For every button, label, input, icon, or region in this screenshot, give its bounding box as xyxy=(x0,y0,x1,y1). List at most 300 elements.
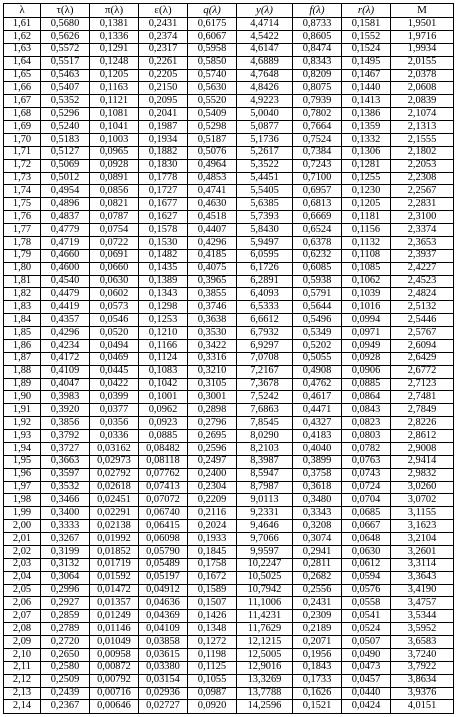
cell-y: 9,0113 xyxy=(237,494,293,507)
cell-epsilon: 0,1727 xyxy=(139,185,188,198)
cell-r: 0,1386 xyxy=(342,108,391,121)
cell-q: 0,3001 xyxy=(188,391,237,404)
cell-epsilon: 0,07762 xyxy=(139,468,188,481)
cell-pi: 0,03162 xyxy=(90,442,139,455)
cell-y: 6,7932 xyxy=(237,327,293,340)
cell-lambda: 1,97 xyxy=(4,481,41,494)
cell-f: 0,5496 xyxy=(293,314,342,327)
cell-epsilon: 0,1530 xyxy=(139,236,188,249)
cell-f: 0,4908 xyxy=(293,365,342,378)
cell-lambda: 1,61 xyxy=(4,18,41,31)
cell-lambda: 2,12 xyxy=(4,674,41,687)
cell-pi: 0,0520 xyxy=(90,327,139,340)
cell-lambda: 1,81 xyxy=(4,275,41,288)
cell-lambda: 1,77 xyxy=(4,224,41,237)
cell-r: 0,1230 xyxy=(342,185,391,198)
cell-q: 0,1845 xyxy=(188,545,237,558)
table-row xyxy=(4,404,454,417)
table-row xyxy=(4,146,454,159)
cell-m: 2,9414 xyxy=(391,455,454,468)
cell-f: 0,4327 xyxy=(293,417,342,430)
cell-y: 9,2331 xyxy=(237,507,293,520)
cell-f: 0,5202 xyxy=(293,339,342,352)
cell-r: 0,1552 xyxy=(342,30,391,43)
cell-y: 9,9597 xyxy=(237,545,293,558)
cell-r: 0,0743 xyxy=(342,468,391,481)
cell-r: 0,0630 xyxy=(342,545,391,558)
cell-pi: 0,1121 xyxy=(90,95,139,108)
cell-epsilon: 0,1210 xyxy=(139,327,188,340)
cell-lambda: 1,80 xyxy=(4,262,41,275)
cell-epsilon: 0,05197 xyxy=(139,571,188,584)
cell-m: 2,0378 xyxy=(391,69,454,82)
cell-r: 0,0949 xyxy=(342,339,391,352)
cell-pi: 0,02291 xyxy=(90,507,139,520)
cell-y: 6,1726 xyxy=(237,262,293,275)
cell-lambda: 1,62 xyxy=(4,30,41,43)
cell-tau: 0,2650 xyxy=(41,648,90,661)
cell-tau: 0,3856 xyxy=(41,417,90,430)
cell-epsilon: 0,1578 xyxy=(139,224,188,237)
cell-tau: 0,5127 xyxy=(41,146,90,159)
cell-lambda: 1,76 xyxy=(4,211,41,224)
cell-pi: 0,0377 xyxy=(90,404,139,417)
cell-tau: 0,4600 xyxy=(41,262,90,275)
cell-y: 12,1215 xyxy=(237,636,293,649)
cell-q: 0,3638 xyxy=(188,314,237,327)
table-row xyxy=(4,236,454,249)
cell-y: 10,2247 xyxy=(237,558,293,571)
cell-lambda: 2,03 xyxy=(4,558,41,571)
cell-pi: 0,02451 xyxy=(90,494,139,507)
table-row xyxy=(4,288,454,301)
cell-f: 0,4183 xyxy=(293,430,342,443)
cell-epsilon: 0,1830 xyxy=(139,159,188,172)
cell-lambda: 1,71 xyxy=(4,146,41,159)
header-row xyxy=(4,4,454,18)
cell-f: 0,7524 xyxy=(293,133,342,146)
cell-y: 4,6889 xyxy=(237,56,293,69)
cell-epsilon: 0,06740 xyxy=(139,507,188,520)
cell-r: 0,0971 xyxy=(342,327,391,340)
cell-q: 0,4518 xyxy=(188,211,237,224)
cell-lambda: 1,83 xyxy=(4,301,41,314)
cell-lambda: 1,78 xyxy=(4,236,41,249)
cell-lambda: 1,73 xyxy=(4,172,41,185)
table-row xyxy=(4,687,454,700)
cell-r: 0,0704 xyxy=(342,494,391,507)
cell-f: 0,3480 xyxy=(293,494,342,507)
cell-tau: 0,3792 xyxy=(41,430,90,443)
cell-m: 2,5132 xyxy=(391,301,454,314)
cell-epsilon: 0,1253 xyxy=(139,314,188,327)
table-row xyxy=(4,674,454,687)
cell-q: 0,4741 xyxy=(188,185,237,198)
cell-pi: 0,00792 xyxy=(90,674,139,687)
cell-tau: 0,5240 xyxy=(41,121,90,134)
cell-f: 0,8343 xyxy=(293,56,342,69)
cell-q: 0,6067 xyxy=(188,30,237,43)
cell-r: 0,0507 xyxy=(342,636,391,649)
cell-q: 0,2304 xyxy=(188,481,237,494)
cell-f: 0,7939 xyxy=(293,95,342,108)
table-row xyxy=(4,172,454,185)
cell-q: 0,0920 xyxy=(188,700,237,714)
cell-y: 4,7648 xyxy=(237,69,293,82)
cell-f: 0,6957 xyxy=(293,185,342,198)
cell-pi: 0,0891 xyxy=(90,172,139,185)
table-row xyxy=(4,314,454,327)
cell-r: 0,1332 xyxy=(342,133,391,146)
cell-r: 0,0906 xyxy=(342,365,391,378)
cell-q: 0,3746 xyxy=(188,301,237,314)
cell-y: 7,2167 xyxy=(237,365,293,378)
cell-tau: 0,4419 xyxy=(41,301,90,314)
cell-epsilon: 0,1627 xyxy=(139,211,188,224)
cell-pi: 0,1381 xyxy=(90,18,139,31)
table-row xyxy=(4,417,454,430)
cell-tau: 0,3532 xyxy=(41,481,90,494)
cell-pi: 0,1081 xyxy=(90,108,139,121)
cell-q: 0,5076 xyxy=(188,146,237,159)
cell-m: 2,0155 xyxy=(391,56,454,69)
cell-r: 0,1039 xyxy=(342,288,391,301)
cell-y: 8,7987 xyxy=(237,481,293,494)
cell-y: 6,9297 xyxy=(237,339,293,352)
cell-q: 0,1933 xyxy=(188,533,237,546)
cell-m: 3,8634 xyxy=(391,674,454,687)
gas-dynamic-functions-table xyxy=(3,3,454,714)
cell-tau: 0,4357 xyxy=(41,314,90,327)
cell-pi: 0,00958 xyxy=(90,648,139,661)
cell-r: 0,0885 xyxy=(342,378,391,391)
cell-epsilon: 0,1435 xyxy=(139,262,188,275)
cell-lambda: 1,84 xyxy=(4,314,41,327)
cell-lambda: 2,00 xyxy=(4,520,41,533)
cell-tau: 0,3466 xyxy=(41,494,90,507)
cell-pi: 0,0494 xyxy=(90,339,139,352)
cell-pi: 0,0356 xyxy=(90,417,139,430)
cell-m: 3,9376 xyxy=(391,687,454,700)
cell-f: 0,2431 xyxy=(293,597,342,610)
cell-r: 0,1467 xyxy=(342,69,391,82)
cell-lambda: 2,05 xyxy=(4,584,41,597)
cell-q: 0,3422 xyxy=(188,339,237,352)
cell-tau: 0,5626 xyxy=(41,30,90,43)
cell-lambda: 2,08 xyxy=(4,623,41,636)
cell-y: 5,2617 xyxy=(237,146,293,159)
cell-f: 0,3208 xyxy=(293,520,342,533)
cell-lambda: 1,79 xyxy=(4,249,41,262)
cell-r: 0,0457 xyxy=(342,674,391,687)
cell-pi: 0,1041 xyxy=(90,121,139,134)
cell-tau: 0,5407 xyxy=(41,82,90,95)
cell-tau: 0,5012 xyxy=(41,172,90,185)
cell-r: 0,0843 xyxy=(342,404,391,417)
cell-lambda: 2,13 xyxy=(4,687,41,700)
cell-y: 7,8545 xyxy=(237,417,293,430)
cell-lambda: 1,95 xyxy=(4,455,41,468)
table-row xyxy=(4,430,454,443)
table-row xyxy=(4,610,454,623)
cell-pi: 0,1336 xyxy=(90,30,139,43)
cell-lambda: 1,86 xyxy=(4,339,41,352)
cell-y: 6,6612 xyxy=(237,314,293,327)
cell-m: 2,9832 xyxy=(391,468,454,481)
table-row xyxy=(4,95,454,108)
cell-m: 2,9008 xyxy=(391,442,454,455)
cell-pi: 0,00716 xyxy=(90,687,139,700)
cell-y: 8,3987 xyxy=(237,455,293,468)
cell-pi: 0,1163 xyxy=(90,82,139,95)
cell-r: 0,0594 xyxy=(342,571,391,584)
header-r: r(λ) xyxy=(342,4,391,18)
cell-lambda: 2,04 xyxy=(4,571,41,584)
cell-epsilon: 0,1083 xyxy=(139,365,188,378)
cell-y: 7,6863 xyxy=(237,404,293,417)
table-row xyxy=(4,442,454,455)
table-row xyxy=(4,391,454,404)
cell-lambda: 2,01 xyxy=(4,533,41,546)
cell-q: 0,4630 xyxy=(188,198,237,211)
cell-lambda: 1,64 xyxy=(4,56,41,69)
cell-tau: 0,3333 xyxy=(41,520,90,533)
cell-y: 12,5005 xyxy=(237,648,293,661)
cell-r: 0,1255 xyxy=(342,172,391,185)
cell-epsilon: 0,1934 xyxy=(139,133,188,146)
cell-q: 0,5187 xyxy=(188,133,237,146)
table-row xyxy=(4,558,454,571)
cell-f: 0,6378 xyxy=(293,236,342,249)
cell-lambda: 1,66 xyxy=(4,82,41,95)
cell-m: 2,2567 xyxy=(391,185,454,198)
cell-epsilon: 0,04636 xyxy=(139,597,188,610)
cell-f: 0,2071 xyxy=(293,636,342,649)
table-row xyxy=(4,43,454,56)
cell-r: 0,0473 xyxy=(342,661,391,674)
table-row xyxy=(4,211,454,224)
cell-q: 0,1672 xyxy=(188,571,237,584)
cell-pi: 0,0630 xyxy=(90,275,139,288)
header-tau: τ(λ) xyxy=(41,4,90,18)
cell-lambda: 1,99 xyxy=(4,507,41,520)
cell-tau: 0,3400 xyxy=(41,507,90,520)
cell-f: 0,3758 xyxy=(293,468,342,481)
cell-pi: 0,0856 xyxy=(90,185,139,198)
cell-y: 13,3269 xyxy=(237,674,293,687)
cell-tau: 0,5463 xyxy=(41,69,90,82)
cell-epsilon: 0,2261 xyxy=(139,56,188,69)
cell-f: 0,7664 xyxy=(293,121,342,134)
cell-r: 0,0823 xyxy=(342,417,391,430)
cell-tau: 0,4837 xyxy=(41,211,90,224)
table-row xyxy=(4,56,454,69)
cell-m: 2,8612 xyxy=(391,430,454,443)
cell-m: 2,0839 xyxy=(391,95,454,108)
cell-epsilon: 0,08482 xyxy=(139,442,188,455)
table-row xyxy=(4,327,454,340)
cell-r: 0,1440 xyxy=(342,82,391,95)
cell-f: 0,5349 xyxy=(293,327,342,340)
cell-f: 0,5791 xyxy=(293,288,342,301)
cell-tau: 0,5183 xyxy=(41,133,90,146)
cell-y: 9,7066 xyxy=(237,533,293,546)
table-row xyxy=(4,159,454,172)
cell-m: 2,2053 xyxy=(391,159,454,172)
cell-m: 3,1155 xyxy=(391,507,454,520)
cell-pi: 0,0787 xyxy=(90,211,139,224)
cell-tau: 0,5296 xyxy=(41,108,90,121)
cell-q: 0,4853 xyxy=(188,172,237,185)
cell-tau: 0,4896 xyxy=(41,198,90,211)
cell-r: 0,1132 xyxy=(342,236,391,249)
cell-m: 3,0702 xyxy=(391,494,454,507)
cell-y: 6,0595 xyxy=(237,249,293,262)
cell-y: 6,5333 xyxy=(237,301,293,314)
cell-m: 2,3374 xyxy=(391,224,454,237)
cell-lambda: 1,70 xyxy=(4,133,41,146)
table-row xyxy=(4,185,454,198)
table-row xyxy=(4,661,454,674)
cell-m: 2,6429 xyxy=(391,352,454,365)
table-row xyxy=(4,494,454,507)
cell-y: 10,7942 xyxy=(237,584,293,597)
cell-q: 0,3530 xyxy=(188,327,237,340)
cell-q: 0,0987 xyxy=(188,687,237,700)
cell-f: 0,1843 xyxy=(293,661,342,674)
cell-q: 0,2796 xyxy=(188,417,237,430)
cell-tau: 0,4719 xyxy=(41,236,90,249)
cell-y: 11,7629 xyxy=(237,623,293,636)
cell-f: 0,2811 xyxy=(293,558,342,571)
cell-q: 0,3210 xyxy=(188,365,237,378)
cell-y: 13,7788 xyxy=(237,687,293,700)
cell-pi: 0,02618 xyxy=(90,481,139,494)
cell-epsilon: 0,1987 xyxy=(139,121,188,134)
cell-q: 0,5850 xyxy=(188,56,237,69)
cell-lambda: 1,63 xyxy=(4,43,41,56)
cell-tau: 0,3983 xyxy=(41,391,90,404)
cell-tau: 0,3064 xyxy=(41,571,90,584)
cell-epsilon: 0,04912 xyxy=(139,584,188,597)
cell-q: 0,5409 xyxy=(188,108,237,121)
cell-f: 0,6524 xyxy=(293,224,342,237)
cell-pi: 0,01249 xyxy=(90,610,139,623)
cell-y: 8,0290 xyxy=(237,430,293,443)
cell-q: 0,2898 xyxy=(188,404,237,417)
cell-pi: 0,0422 xyxy=(90,378,139,391)
cell-q: 0,4407 xyxy=(188,224,237,237)
cell-y: 5,1736 xyxy=(237,133,293,146)
table-row xyxy=(4,636,454,649)
cell-epsilon: 0,03858 xyxy=(139,636,188,649)
cell-r: 0,1306 xyxy=(342,146,391,159)
cell-f: 0,3343 xyxy=(293,507,342,520)
cell-epsilon: 0,0923 xyxy=(139,417,188,430)
cell-lambda: 1,89 xyxy=(4,378,41,391)
cell-tau: 0,3920 xyxy=(41,404,90,417)
cell-f: 0,7100 xyxy=(293,172,342,185)
cell-y: 11,1006 xyxy=(237,597,293,610)
cell-pi: 0,0573 xyxy=(90,301,139,314)
cell-epsilon: 0,03154 xyxy=(139,674,188,687)
table-row xyxy=(4,507,454,520)
cell-lambda: 1,67 xyxy=(4,95,41,108)
cell-lambda: 1,88 xyxy=(4,365,41,378)
cell-q: 0,2596 xyxy=(188,442,237,455)
cell-y: 12,9016 xyxy=(237,661,293,674)
cell-epsilon: 0,1343 xyxy=(139,288,188,301)
cell-lambda: 1,93 xyxy=(4,430,41,443)
table-row xyxy=(4,481,454,494)
cell-y: 5,8430 xyxy=(237,224,293,237)
cell-m: 3,1623 xyxy=(391,520,454,533)
header-f: f(λ) xyxy=(293,4,342,18)
cell-r: 0,1581 xyxy=(342,18,391,31)
cell-tau: 0,3132 xyxy=(41,558,90,571)
cell-pi: 0,0821 xyxy=(90,198,139,211)
cell-lambda: 1,94 xyxy=(4,442,41,455)
cell-epsilon: 0,2205 xyxy=(139,69,188,82)
cell-pi: 0,02138 xyxy=(90,520,139,533)
cell-r: 0,0864 xyxy=(342,391,391,404)
cell-epsilon: 0,05790 xyxy=(139,545,188,558)
table-row xyxy=(4,520,454,533)
cell-m: 2,7849 xyxy=(391,404,454,417)
cell-y: 4,5422 xyxy=(237,30,293,43)
cell-r: 0,1016 xyxy=(342,301,391,314)
cell-m: 2,4227 xyxy=(391,262,454,275)
cell-pi: 0,02792 xyxy=(90,468,139,481)
cell-m: 1,9934 xyxy=(391,43,454,56)
cell-tau: 0,4296 xyxy=(41,327,90,340)
cell-f: 0,1733 xyxy=(293,674,342,687)
cell-r: 0,1281 xyxy=(342,159,391,172)
cell-tau: 0,4109 xyxy=(41,365,90,378)
cell-pi: 0,01592 xyxy=(90,571,139,584)
table-row xyxy=(4,121,454,134)
cell-f: 0,1956 xyxy=(293,648,342,661)
cell-m: 3,7922 xyxy=(391,661,454,674)
cell-pi: 0,0722 xyxy=(90,236,139,249)
table-row xyxy=(4,378,454,391)
cell-lambda: 1,92 xyxy=(4,417,41,430)
cell-y: 7,5242 xyxy=(237,391,293,404)
cell-r: 0,0612 xyxy=(342,558,391,571)
cell-pi: 0,0965 xyxy=(90,146,139,159)
cell-y: 4,6147 xyxy=(237,43,293,56)
cell-m: 3,2601 xyxy=(391,545,454,558)
cell-pi: 0,00872 xyxy=(90,661,139,674)
cell-lambda: 1,91 xyxy=(4,404,41,417)
cell-q: 0,2695 xyxy=(188,430,237,443)
table-row xyxy=(4,545,454,558)
table-row xyxy=(4,108,454,121)
cell-y: 5,6385 xyxy=(237,198,293,211)
cell-q: 0,4075 xyxy=(188,262,237,275)
cell-r: 0,1205 xyxy=(342,198,391,211)
cell-f: 0,8209 xyxy=(293,69,342,82)
cell-epsilon: 0,1042 xyxy=(139,378,188,391)
cell-pi: 0,0754 xyxy=(90,224,139,237)
header-lambda: λ xyxy=(4,4,41,18)
cell-m: 3,2104 xyxy=(391,533,454,546)
table-row xyxy=(4,571,454,584)
cell-pi: 0,0602 xyxy=(90,288,139,301)
cell-f: 0,3899 xyxy=(293,455,342,468)
cell-epsilon: 0,0962 xyxy=(139,404,188,417)
cell-pi: 0,0445 xyxy=(90,365,139,378)
